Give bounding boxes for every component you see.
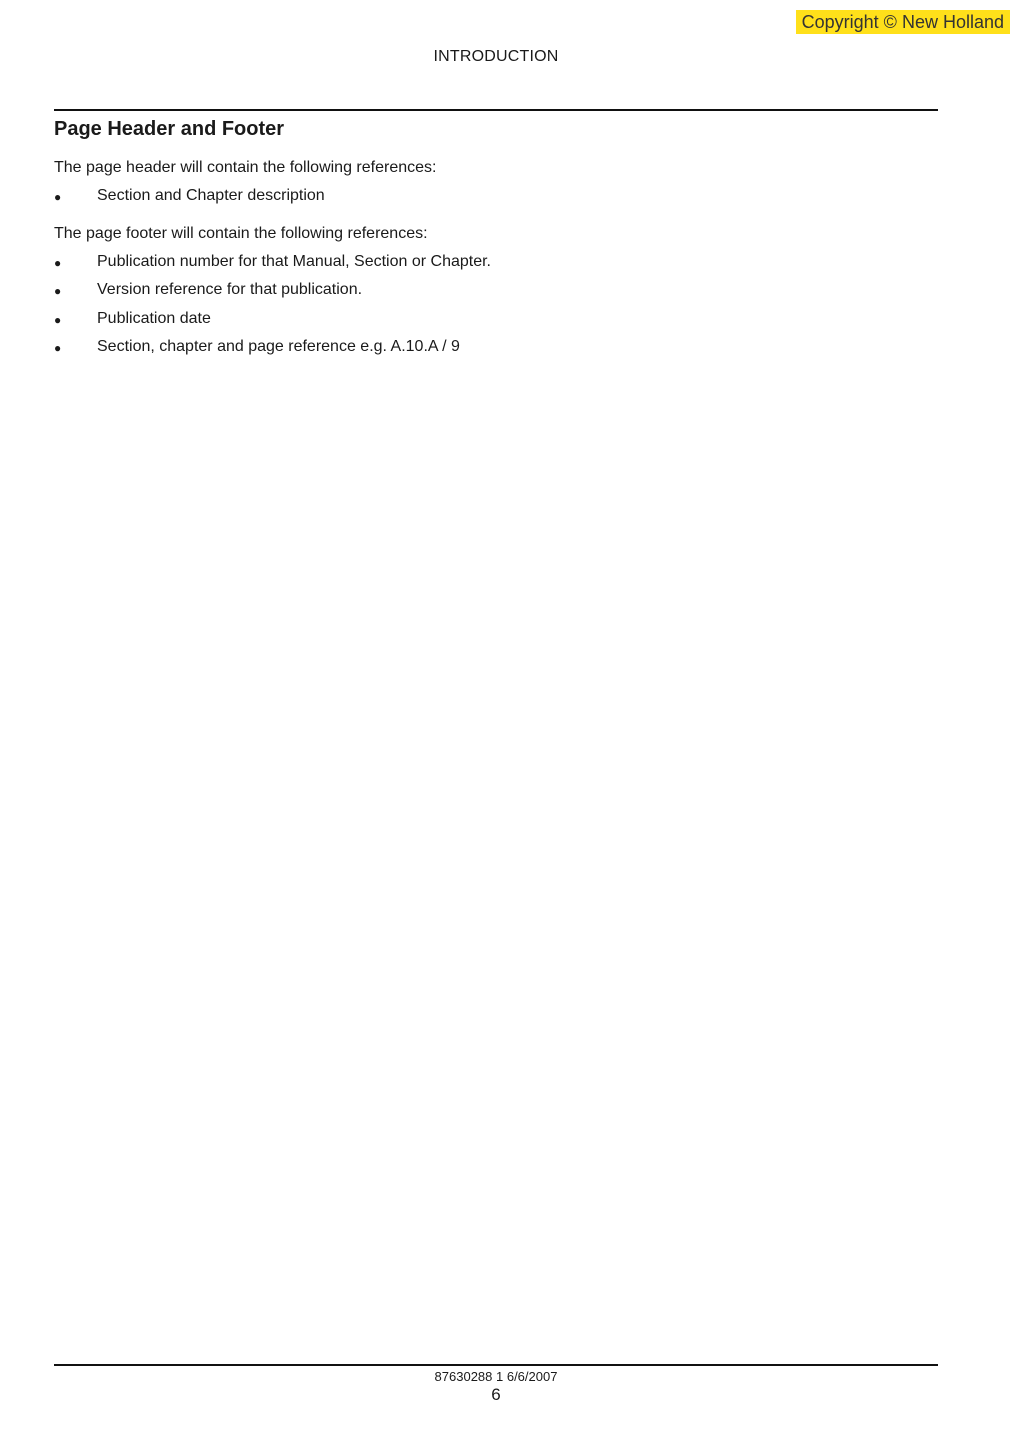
footer-reference-list <box>54 251 938 359</box>
section-body <box>54 157 938 365</box>
page-number: 6 <box>491 1385 501 1404</box>
bullet-icon: ● <box>54 341 62 355</box>
footer-publication-reference: 87630288 1 6/6/2007 <box>434 1369 558 1384</box>
list-item-text: Section, chapter and page reference e.g. A.10.A / 9 <box>97 338 460 355</box>
bullet-icon: ● <box>54 255 62 270</box>
bullet-icon: ● <box>54 284 62 298</box>
section-title: Page Header and Footer <box>54 118 285 140</box>
bullet-icon: ● <box>54 312 62 327</box>
list-item <box>54 251 938 273</box>
header-reference-list <box>54 185 938 207</box>
list-item-text: Section and Chapter description <box>97 187 325 204</box>
footer-divider <box>54 1364 938 1366</box>
list-item <box>54 185 938 207</box>
list-item <box>54 336 938 358</box>
running-header-section: INTRODUCTION <box>433 48 559 65</box>
list-item-text: Version reference for that publication. <box>97 281 363 298</box>
header-intro-text: The page header will contain the following references: <box>54 159 437 176</box>
list-item-text: Publication date <box>97 309 211 327</box>
footer-intro-text: The page footer will contain the following references: <box>54 224 428 242</box>
bullet-icon: ● <box>54 190 62 204</box>
list-item <box>54 308 938 330</box>
copyright-badge: Copyright © New Holland <box>796 10 1010 34</box>
list-item-text: Publication number for that Manual, Section or Chapter. <box>97 252 491 270</box>
list-item <box>54 279 938 301</box>
header-divider <box>54 109 938 111</box>
